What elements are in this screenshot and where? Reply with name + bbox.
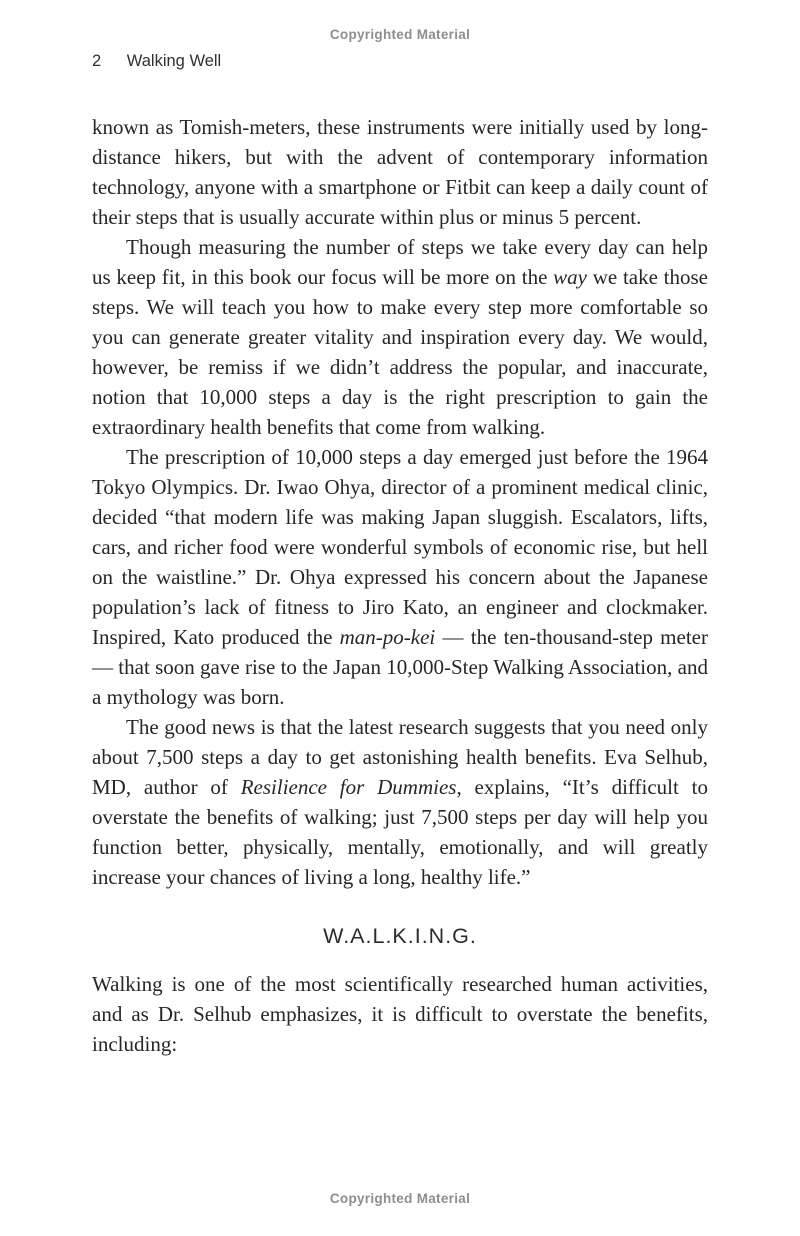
running-head (92, 52, 221, 71)
copyright-notice-top: Copyrighted Material (329, 27, 471, 42)
text-run: , explains, “It’s difficult to overstate the benefits of walking; just 7,500 steps per day will help you function better, physically, mentally, emotionally, and will greatly increase your chances of living a long, healthy life.” (92, 775, 708, 889)
text-run: Though measuring the number of steps we take every day can help us keep fit, in this book our focus will be more on the (92, 235, 708, 289)
running-head-title: Walking Well (126, 52, 222, 70)
body-text-block (92, 112, 708, 1059)
text-run: we take those steps. We will teach you how to make every step more comfortable so you can generate greater vitality and inspiration every day. We would, however, be remiss if we didn’t address the popular, and inaccurate, notion that 10,000 steps a day is the right prescription to gain the extraordinary health benefits that come from walking. (92, 265, 708, 439)
text-run: The good news is that the latest research suggests that you need only about 7,500 steps a day to get astonishing health benefits. Eva Selhub, MD, author of (92, 715, 708, 799)
italic-text-run: man-po-kei (339, 625, 436, 649)
text-run: — the ten-thousand-step meter — that soon gave rise to the Japan 10,000-Step Walking Association, and a mythology was born. (92, 625, 708, 709)
text-run: known as Tomish-meters, these instruments were initially used by long-distance hikers, but with the advent of contemporary information technology, anyone with a smartphone or Fitbit can keep a daily count of their steps that is usually accurate within plus or minus 5 percent. (92, 115, 708, 229)
section-heading: W.A.L.K.I.N.G. (323, 924, 477, 948)
paragraph (92, 969, 708, 1059)
copyright-notice-bottom: Copyrighted Material (329, 1191, 471, 1206)
paragraph (92, 712, 708, 892)
page-number: 2 (92, 52, 102, 70)
paragraph (92, 442, 708, 712)
italic-text-run: way (553, 265, 587, 289)
italic-text-run: Resilience for Dummies (240, 775, 457, 799)
text-run: The prescription of 10,000 steps a day emerged just before the 1964 Tokyo Olympics. Dr. Iwao Ohya, director of a prominent medical clinic, decided “that modern life was making Japan sluggish. Escalators, lifts, cars, and richer food were wonderful symbols of economic rise, but hell on the waistline.” Dr. Ohya expressed his concern about the Japanese population’s lack of fitness to Jiro Kato, an engineer and clockmaker. Inspired, Kato produced the (92, 445, 708, 649)
paragraph (92, 112, 708, 232)
intro-paragraphs (92, 112, 708, 892)
paragraph (92, 232, 708, 442)
text-run: Walking is one of the most scientifically researched human activities, and as Dr. Selhub emphasizes, it is difficult to overstate the benefits, including: (92, 972, 708, 1056)
after-heading-paragraphs (92, 969, 708, 1059)
